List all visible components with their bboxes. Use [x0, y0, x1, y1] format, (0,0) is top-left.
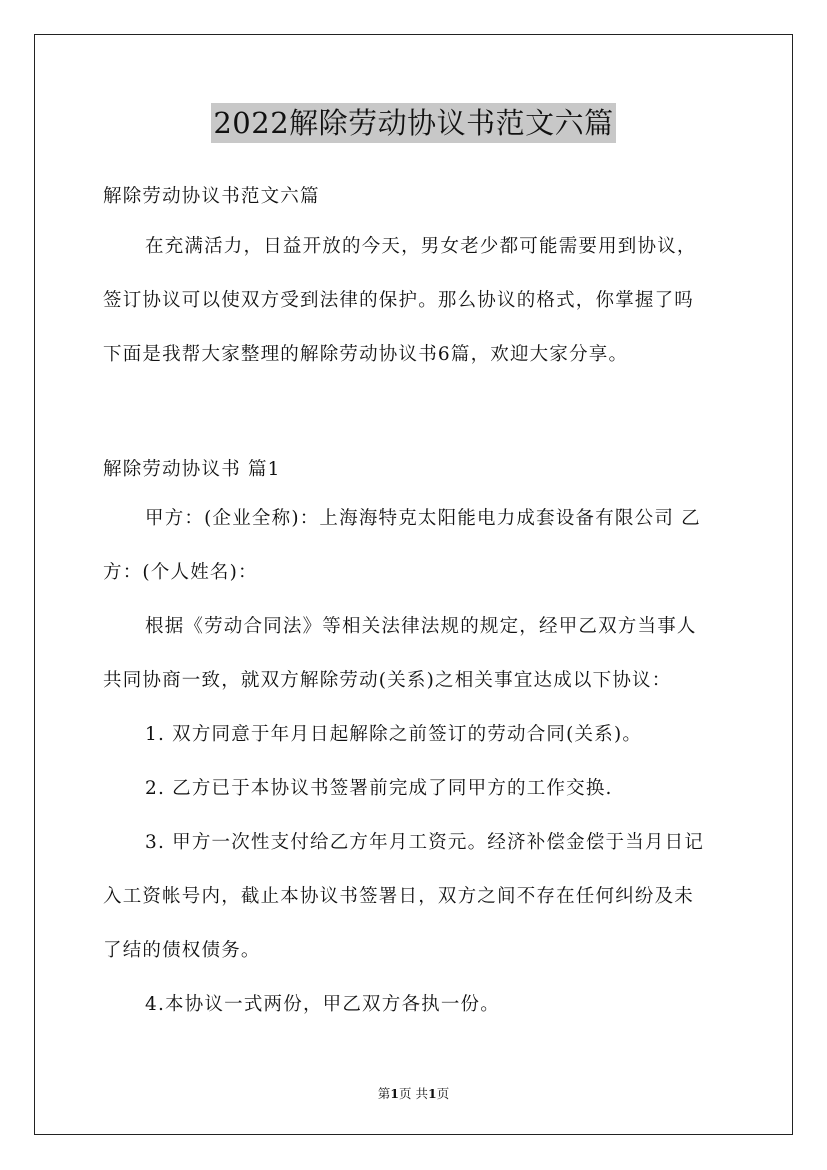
intro-paragraph — [103, 220, 731, 382]
page-footer — [0, 1084, 827, 1102]
footer-total-pages: 1 — [427, 1086, 437, 1101]
party-paragraph — [103, 492, 731, 600]
basis-line-1: 根据《劳动合同法》等相关法律法规的规定，经甲乙双方当事人 — [145, 616, 697, 637]
clause-3 — [103, 816, 731, 978]
section-heading: 解除劳动协议书 篇1 — [103, 459, 281, 480]
intro-line-1: 在充满活力，日益开放的今天，男女老少都可能需要用到协议， — [145, 236, 697, 257]
intro-line-3: 下面是我帮大家整理的解除劳动协议书6篇，欢迎大家分享。 — [103, 344, 629, 365]
footer-mid: 页 共 — [399, 1086, 428, 1101]
document-subtitle: 解除劳动协议书范文六篇 — [103, 186, 320, 207]
clause-1-text: 1. 双方同意于年月日起解除之前签订的劳动合同(关系)。 — [145, 724, 643, 745]
clause-3-line-1: 3. 甲方一次性支付给乙方年月工资元。经济补偿金偿于当月日记 — [145, 832, 705, 853]
title-container — [0, 103, 827, 143]
footer-page-number: 1 — [390, 1086, 399, 1101]
document-title: 2022解除劳动协议书范文六篇 — [211, 103, 615, 143]
footer-suffix: 页 — [436, 1086, 450, 1101]
clause-2-text: 2. 乙方已于本协议书签署前完成了同甲方的工作交换. — [145, 778, 613, 799]
clause-4 — [103, 978, 731, 1032]
clause-1 — [103, 708, 731, 762]
clause-2 — [103, 762, 731, 816]
basis-paragraph — [103, 600, 731, 708]
clause-3-line-3: 了结的债权债务。 — [103, 940, 261, 961]
basis-line-2: 共同协商一致，就双方解除劳动(关系)之相关事宜达成以下协议： — [103, 670, 672, 691]
clause-4-text: 4.本协议一式两份，甲乙双方各执一份。 — [145, 994, 500, 1015]
clause-3-line-2: 入工资帐号内，截止本协议书签署日，双方之间不存在任何纠纷及未 — [103, 886, 695, 907]
footer-prefix: 第 — [377, 1086, 391, 1101]
party-line-2: 方：(个人姓名)： — [103, 562, 258, 583]
intro-line-2: 签订协议可以使双方受到法律的保护。那么协议的格式，你掌握了吗 — [103, 290, 695, 311]
party-line-1: 甲方：(企业全称)：上海海特克太阳能电力成套设备有限公司 乙 — [145, 508, 701, 529]
